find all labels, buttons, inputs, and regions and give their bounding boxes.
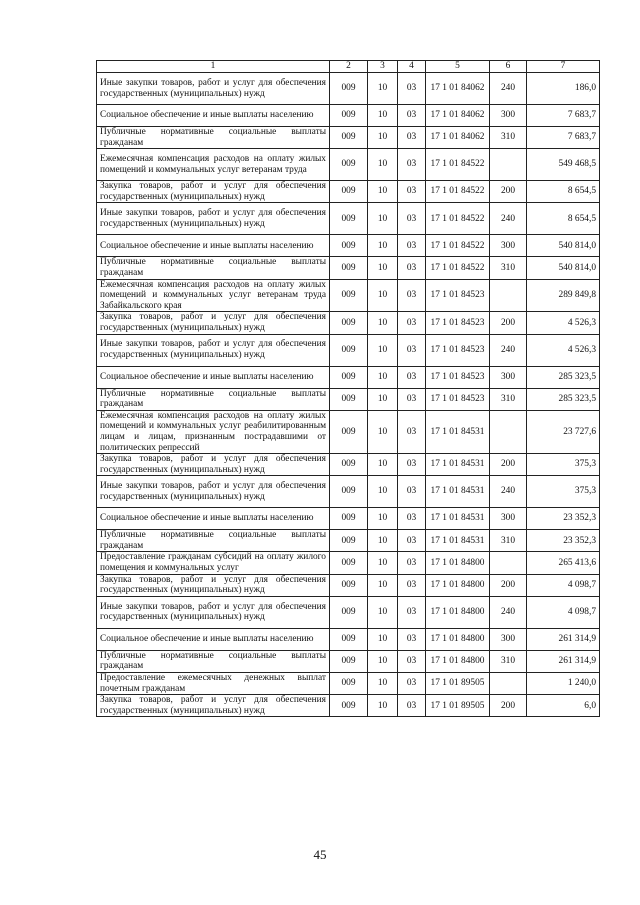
table-row (97, 366, 600, 388)
header-col-2: 2 (330, 61, 368, 73)
row-section-cell: 10 (368, 105, 398, 127)
row-section-cell: 10 (368, 257, 398, 279)
table-row (97, 105, 600, 127)
table-row (97, 596, 600, 628)
row-expense-type-cell: 200 (490, 312, 527, 334)
row-ved-cell: 009 (330, 105, 368, 127)
row-expense-type-cell: 200 (490, 181, 527, 203)
row-ved-cell: 009 (330, 650, 368, 672)
row-subsection-cell: 03 (398, 552, 426, 574)
table-row (97, 650, 600, 672)
table-row (97, 312, 600, 334)
budget-table (96, 60, 600, 717)
header-col-5: 5 (426, 61, 490, 73)
row-section-cell: 10 (368, 366, 398, 388)
table-row (97, 279, 600, 312)
row-name-cell: Иные закупки товаров, работ и услуг для обеспечения государственных (муниципальных) нужд (97, 203, 330, 235)
header-col-3: 3 (368, 61, 398, 73)
row-name-cell: Иные закупки товаров, работ и услуг для обеспечения государственных (муниципальных) нужд (97, 596, 330, 628)
row-expense-type-cell: 240 (490, 73, 527, 105)
row-ved-cell: 009 (330, 628, 368, 650)
row-sum-cell: 4 526,3 (527, 334, 600, 366)
row-sum-cell: 375,3 (527, 476, 600, 508)
row-target-article-cell: 17 1 01 84531 (426, 410, 490, 453)
row-sum-cell: 540 814,0 (527, 257, 600, 279)
row-expense-type-cell: 240 (490, 203, 527, 235)
row-sum-cell: 7 683,7 (527, 127, 600, 149)
row-target-article-cell: 17 1 01 84523 (426, 388, 490, 410)
row-ved-cell: 009 (330, 508, 368, 530)
row-section-cell: 10 (368, 203, 398, 235)
row-section-cell: 10 (368, 476, 398, 508)
table-row (97, 235, 600, 257)
row-sum-cell: 285 323,5 (527, 366, 600, 388)
row-subsection-cell: 03 (398, 203, 426, 235)
table-row (97, 388, 600, 410)
row-ved-cell: 009 (330, 673, 368, 695)
row-expense-type-cell (490, 149, 527, 181)
table-row (97, 149, 600, 181)
row-sum-cell: 265 413,6 (527, 552, 600, 574)
row-subsection-cell: 03 (398, 454, 426, 476)
row-sum-cell: 375,3 (527, 454, 600, 476)
row-section-cell: 10 (368, 628, 398, 650)
row-expense-type-cell (490, 552, 527, 574)
row-name-cell: Публичные нормативные социальные выплаты гражданам (97, 530, 330, 552)
row-section-cell: 10 (368, 235, 398, 257)
row-name-cell: Иные закупки товаров, работ и услуг для обеспечения государственных (муниципальных) нужд (97, 476, 330, 508)
row-subsection-cell: 03 (398, 388, 426, 410)
row-sum-cell: 7 683,7 (527, 105, 600, 127)
row-expense-type-cell (490, 279, 527, 312)
row-name-cell: Публичные нормативные социальные выплаты гражданам (97, 650, 330, 672)
row-target-article-cell: 17 1 01 84800 (426, 552, 490, 574)
row-expense-type-cell: 310 (490, 127, 527, 149)
row-ved-cell: 009 (330, 257, 368, 279)
row-expense-type-cell: 240 (490, 334, 527, 366)
row-name-cell: Иные закупки товаров, работ и услуг для обеспечения государственных (муниципальных) нужд (97, 73, 330, 105)
row-target-article-cell: 17 1 01 84522 (426, 203, 490, 235)
row-name-cell: Социальное обеспечение и иные выплаты населению (97, 628, 330, 650)
row-name-cell: Социальное обеспечение и иные выплаты населению (97, 235, 330, 257)
row-target-article-cell: 17 1 01 84531 (426, 530, 490, 552)
row-section-cell: 10 (368, 312, 398, 334)
row-subsection-cell: 03 (398, 366, 426, 388)
row-expense-type-cell: 310 (490, 257, 527, 279)
table-row (97, 695, 600, 717)
table-row (97, 181, 600, 203)
row-expense-type-cell: 300 (490, 366, 527, 388)
row-name-cell: Закупка товаров, работ и услуг для обеспечения государственных (муниципальных) нужд (97, 454, 330, 476)
row-subsection-cell: 03 (398, 149, 426, 181)
row-section-cell: 10 (368, 530, 398, 552)
row-subsection-cell: 03 (398, 574, 426, 596)
row-target-article-cell: 17 1 01 84523 (426, 334, 490, 366)
row-target-article-cell: 17 1 01 84522 (426, 257, 490, 279)
row-ved-cell: 009 (330, 334, 368, 366)
row-target-article-cell: 17 1 01 84522 (426, 149, 490, 181)
row-target-article-cell: 17 1 01 89505 (426, 673, 490, 695)
row-target-article-cell: 17 1 01 84531 (426, 454, 490, 476)
row-name-cell: Предоставление гражданам субсидий на оплату жилого помещения и коммунальных услуг (97, 552, 330, 574)
table-header-row (97, 61, 600, 73)
row-expense-type-cell: 200 (490, 574, 527, 596)
row-expense-type-cell: 310 (490, 530, 527, 552)
row-subsection-cell: 03 (398, 650, 426, 672)
table-row (97, 476, 600, 508)
row-ved-cell: 009 (330, 149, 368, 181)
row-section-cell: 10 (368, 508, 398, 530)
row-subsection-cell: 03 (398, 334, 426, 366)
row-subsection-cell: 03 (398, 596, 426, 628)
table-row (97, 410, 600, 453)
row-sum-cell: 23 352,3 (527, 530, 600, 552)
row-subsection-cell: 03 (398, 181, 426, 203)
row-target-article-cell: 17 1 01 84062 (426, 127, 490, 149)
row-sum-cell: 540 814,0 (527, 235, 600, 257)
row-target-article-cell: 17 1 01 84062 (426, 105, 490, 127)
table-row (97, 530, 600, 552)
table-row (97, 628, 600, 650)
header-col-4: 4 (398, 61, 426, 73)
row-sum-cell: 186,0 (527, 73, 600, 105)
row-sum-cell: 4 098,7 (527, 574, 600, 596)
row-expense-type-cell: 300 (490, 105, 527, 127)
row-target-article-cell: 17 1 01 84522 (426, 235, 490, 257)
row-ved-cell: 009 (330, 203, 368, 235)
row-target-article-cell: 17 1 01 84523 (426, 312, 490, 334)
row-subsection-cell: 03 (398, 628, 426, 650)
row-subsection-cell: 03 (398, 530, 426, 552)
row-expense-type-cell: 200 (490, 454, 527, 476)
row-name-cell: Закупка товаров, работ и услуг для обеспечения государственных (муниципальных) нужд (97, 574, 330, 596)
row-target-article-cell: 17 1 01 89505 (426, 695, 490, 717)
row-ved-cell: 009 (330, 530, 368, 552)
row-target-article-cell: 17 1 01 84800 (426, 596, 490, 628)
row-target-article-cell: 17 1 01 84523 (426, 366, 490, 388)
row-target-article-cell: 17 1 01 84531 (426, 476, 490, 508)
row-name-cell: Закупка товаров, работ и услуг для обеспечения государственных (муниципальных) нужд (97, 695, 330, 717)
row-sum-cell: 6,0 (527, 695, 600, 717)
row-name-cell: Ежемесячная компенсация расходов на оплату жилых помещений и коммунальных услуг реабилитированным лицам и лицам, признанным пострадавшими от политических репрессий (97, 410, 330, 453)
row-name-cell: Иные закупки товаров, работ и услуг для обеспечения государственных (муниципальных) нужд (97, 334, 330, 366)
row-section-cell: 10 (368, 127, 398, 149)
row-name-cell: Социальное обеспечение и иные выплаты населению (97, 366, 330, 388)
row-ved-cell: 009 (330, 410, 368, 453)
row-section-cell: 10 (368, 181, 398, 203)
row-name-cell: Предоставление ежемесячных денежных выплат почетным гражданам (97, 673, 330, 695)
table-row (97, 574, 600, 596)
row-subsection-cell: 03 (398, 105, 426, 127)
row-expense-type-cell: 240 (490, 476, 527, 508)
row-target-article-cell: 17 1 01 84523 (426, 279, 490, 312)
table-row (97, 203, 600, 235)
row-ved-cell: 009 (330, 181, 368, 203)
row-sum-cell: 8 654,5 (527, 181, 600, 203)
row-expense-type-cell: 310 (490, 650, 527, 672)
row-sum-cell: 4 098,7 (527, 596, 600, 628)
row-subsection-cell: 03 (398, 257, 426, 279)
row-ved-cell: 009 (330, 574, 368, 596)
row-target-article-cell: 17 1 01 84800 (426, 574, 490, 596)
table-body (97, 73, 600, 717)
table-row (97, 508, 600, 530)
row-section-cell: 10 (368, 650, 398, 672)
row-expense-type-cell (490, 673, 527, 695)
row-sum-cell: 285 323,5 (527, 388, 600, 410)
table-row (97, 127, 600, 149)
row-subsection-cell: 03 (398, 73, 426, 105)
table-row (97, 454, 600, 476)
row-subsection-cell: 03 (398, 410, 426, 453)
row-sum-cell: 4 526,3 (527, 312, 600, 334)
row-sum-cell: 8 654,5 (527, 203, 600, 235)
row-target-article-cell: 17 1 01 84531 (426, 508, 490, 530)
page-number: 45 (313, 847, 327, 862)
row-sum-cell: 261 314,9 (527, 628, 600, 650)
row-sum-cell: 289 849,8 (527, 279, 600, 312)
row-target-article-cell: 17 1 01 84800 (426, 650, 490, 672)
row-ved-cell: 009 (330, 695, 368, 717)
header-col-6: 6 (490, 61, 527, 73)
row-name-cell: Ежемесячная компенсация расходов на оплату жилых помещений и коммунальных услуг ветеранам труда Забайкальского края (97, 279, 330, 312)
row-name-cell: Закупка товаров, работ и услуг для обеспечения государственных (муниципальных) нужд (97, 181, 330, 203)
row-ved-cell: 009 (330, 127, 368, 149)
row-expense-type-cell: 300 (490, 235, 527, 257)
row-name-cell: Социальное обеспечение и иные выплаты населению (97, 508, 330, 530)
table-row (97, 257, 600, 279)
row-section-cell: 10 (368, 673, 398, 695)
row-section-cell: 10 (368, 574, 398, 596)
row-name-cell: Социальное обеспечение и иные выплаты населению (97, 105, 330, 127)
row-name-cell: Ежемесячная компенсация расходов на оплату жилых помещений и коммунальных услуг ветеранам труда (97, 149, 330, 181)
row-ved-cell: 009 (330, 279, 368, 312)
row-name-cell: Закупка товаров, работ и услуг для обеспечения государственных (муниципальных) нужд (97, 312, 330, 334)
row-section-cell: 10 (368, 73, 398, 105)
row-subsection-cell: 03 (398, 695, 426, 717)
row-section-cell: 10 (368, 388, 398, 410)
row-sum-cell: 23 352,3 (527, 508, 600, 530)
row-expense-type-cell (490, 410, 527, 453)
row-ved-cell: 009 (330, 454, 368, 476)
row-ved-cell: 009 (330, 596, 368, 628)
row-name-cell: Публичные нормативные социальные выплаты гражданам (97, 388, 330, 410)
table-row (97, 552, 600, 574)
row-expense-type-cell: 240 (490, 596, 527, 628)
row-section-cell: 10 (368, 149, 398, 181)
row-name-cell: Публичные нормативные социальные выплаты гражданам (97, 127, 330, 149)
row-ved-cell: 009 (330, 366, 368, 388)
header-col-1: 1 (97, 61, 330, 73)
header-col-7: 7 (527, 61, 600, 73)
row-target-article-cell: 17 1 01 84522 (426, 181, 490, 203)
row-sum-cell: 23 727,6 (527, 410, 600, 453)
row-section-cell: 10 (368, 454, 398, 476)
row-ved-cell: 009 (330, 235, 368, 257)
row-subsection-cell: 03 (398, 279, 426, 312)
row-subsection-cell: 03 (398, 476, 426, 508)
row-ved-cell: 009 (330, 73, 368, 105)
row-expense-type-cell: 310 (490, 388, 527, 410)
row-section-cell: 10 (368, 552, 398, 574)
row-section-cell: 10 (368, 596, 398, 628)
row-section-cell: 10 (368, 695, 398, 717)
row-subsection-cell: 03 (398, 312, 426, 334)
row-ved-cell: 009 (330, 552, 368, 574)
row-ved-cell: 009 (330, 476, 368, 508)
table-row (97, 673, 600, 695)
table-row (97, 73, 600, 105)
row-expense-type-cell: 300 (490, 628, 527, 650)
row-ved-cell: 009 (330, 388, 368, 410)
row-subsection-cell: 03 (398, 235, 426, 257)
row-expense-type-cell: 300 (490, 508, 527, 530)
row-subsection-cell: 03 (398, 508, 426, 530)
row-sum-cell: 1 240,0 (527, 673, 600, 695)
row-sum-cell: 549 468,5 (527, 149, 600, 181)
row-sum-cell: 261 314,9 (527, 650, 600, 672)
row-expense-type-cell: 200 (490, 695, 527, 717)
row-section-cell: 10 (368, 334, 398, 366)
row-subsection-cell: 03 (398, 673, 426, 695)
row-target-article-cell: 17 1 01 84800 (426, 628, 490, 650)
table-row (97, 334, 600, 366)
row-name-cell: Публичные нормативные социальные выплаты гражданам (97, 257, 330, 279)
row-section-cell: 10 (368, 410, 398, 453)
row-ved-cell: 009 (330, 312, 368, 334)
row-section-cell: 10 (368, 279, 398, 312)
row-subsection-cell: 03 (398, 127, 426, 149)
row-target-article-cell: 17 1 01 84062 (426, 73, 490, 105)
